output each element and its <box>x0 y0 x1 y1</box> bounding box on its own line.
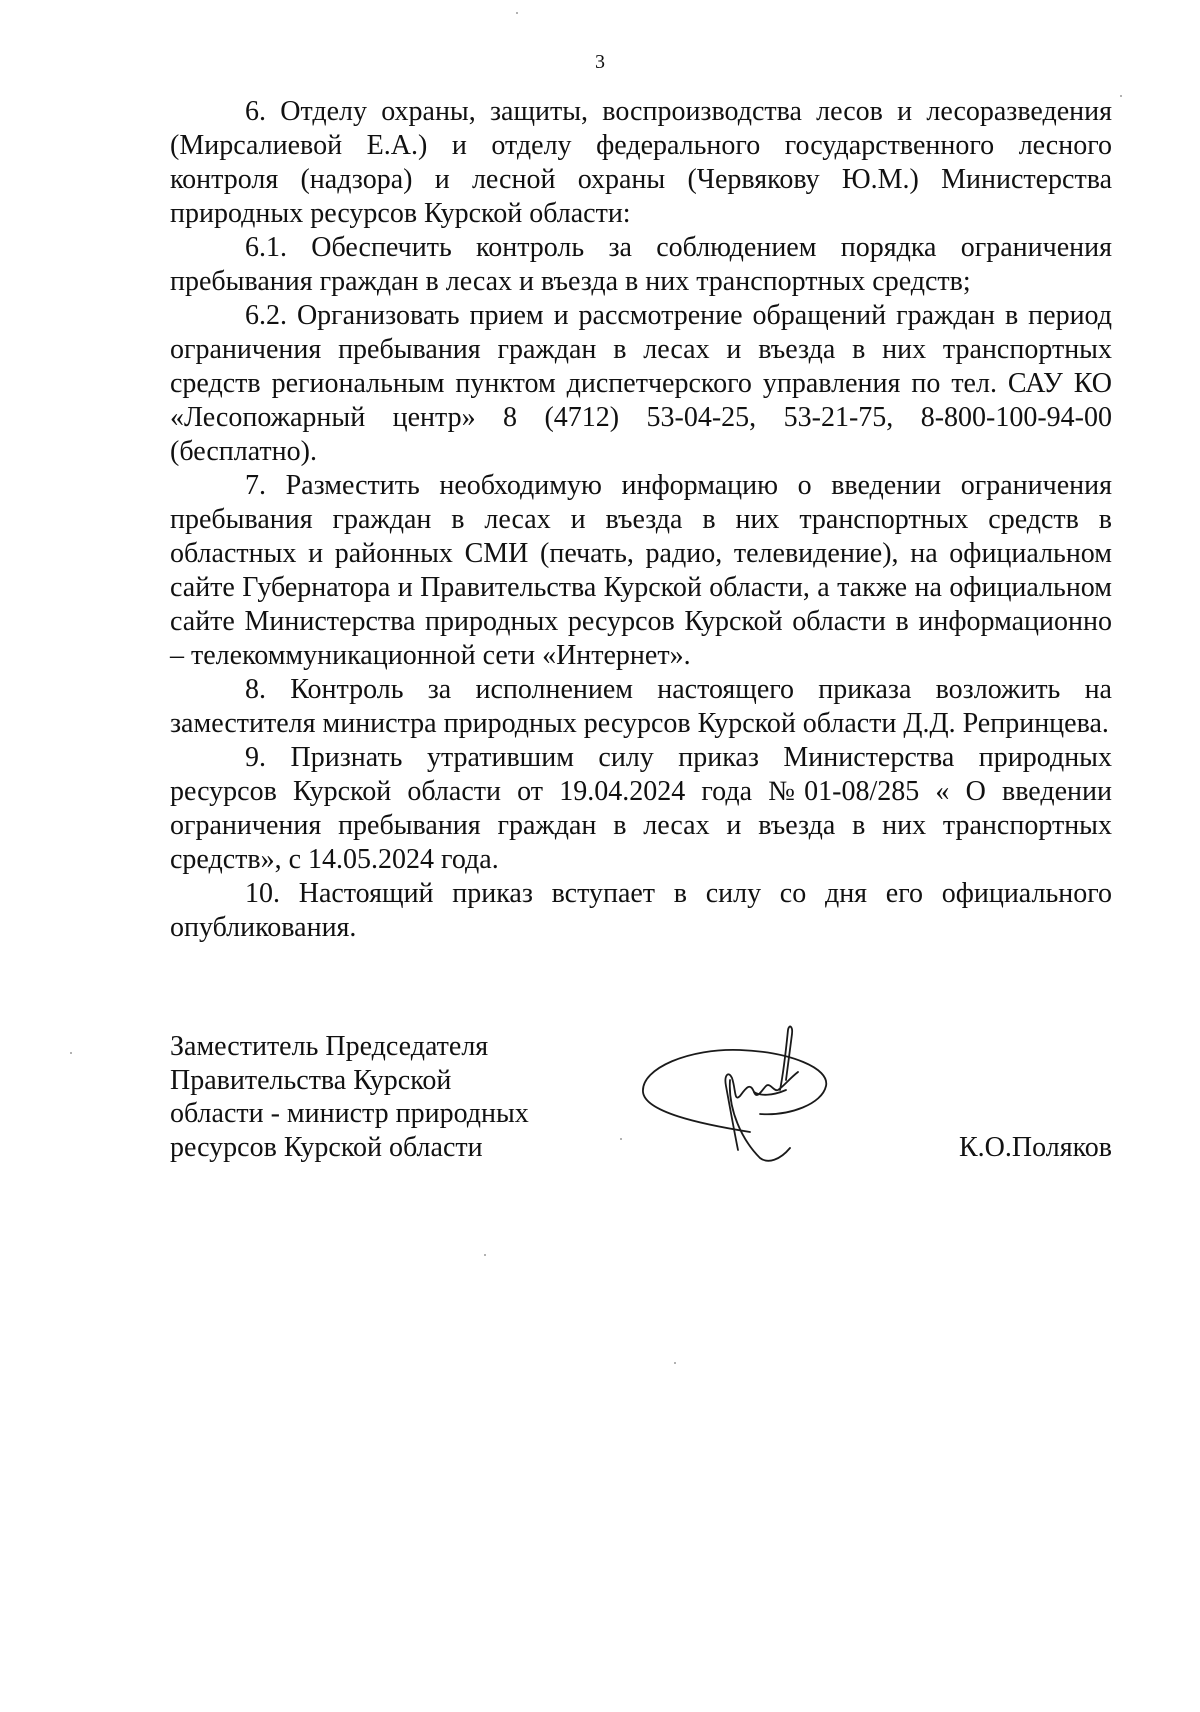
paragraph-9: 9. Признать утратившим силу приказ Министерства природных ресурсов Курской области от 19.04.2024 года №01-08/285 « О введении ограничения пребывания граждан в лесах и въезда в них транспортных средств», с 14.05.2024 года. <box>170 742 1112 875</box>
document-body <box>170 95 1112 945</box>
paragraph-10: 10. Настоящий приказ вступает в силу со дня его официального опубликования. <box>170 878 1112 943</box>
handwritten-signature <box>630 1020 870 1170</box>
paragraph-7: 7. Разместить необходимую информацию о введении ограничения пребывания граждан в лесах и въезда в них транспортных средств в областных и районных СМИ (печать, радио, телевидение), на официальном сайте Губернатора и Правительства Курской области, а также на официальном сайте Министерства природных ресурсов Курской области в информационно – телекоммуникационной сети «Интернет». <box>170 470 1112 671</box>
paragraph-6-2: 6.2. Организовать прием и рассмотрение обращений граждан в период ограничения пребывания граждан в лесах и въезда в них транспортных средств региональным пунктом диспетчерского управления по тел. САУ КО «Лесопожарный центр» 8 (4712) 53-04-25, 53-21-75, 8-800-100-94-00 (бесплатно). <box>170 300 1112 467</box>
signatory-title <box>170 1030 529 1164</box>
signatory-title-line: Заместитель Председателя <box>170 1031 489 1062</box>
paragraph-8: 8. Контроль за исполнением настоящего приказа возложить на заместителя министра природных ресурсов Курской области Д.Д. Репринцева. <box>170 674 1112 739</box>
paragraph-6-1: 6.1. Обеспечить контроль за соблюдением порядка ограничения пребывания граждан в лесах и въезда в них транспортных средств; <box>170 232 1112 297</box>
signatory-title-line: области - министр природных <box>170 1098 529 1129</box>
page-number: 3 <box>595 51 605 73</box>
signer-name: К.О.Поляков <box>958 1132 1112 1163</box>
paragraph-6: 6. Отделу охраны, защиты, воспроизводства лесов и лесоразведения (Мирсалиевой Е.А.) и отделу федерального государственного лесного контроля (надзора) и лесной охраны (Червякову Ю.М.) Министерства природных ресурсов Курской области: <box>170 96 1112 229</box>
signatory-title-line: Правительства Курской <box>170 1064 452 1096</box>
signatory-title-line: ресурсов Курской области <box>170 1131 483 1163</box>
